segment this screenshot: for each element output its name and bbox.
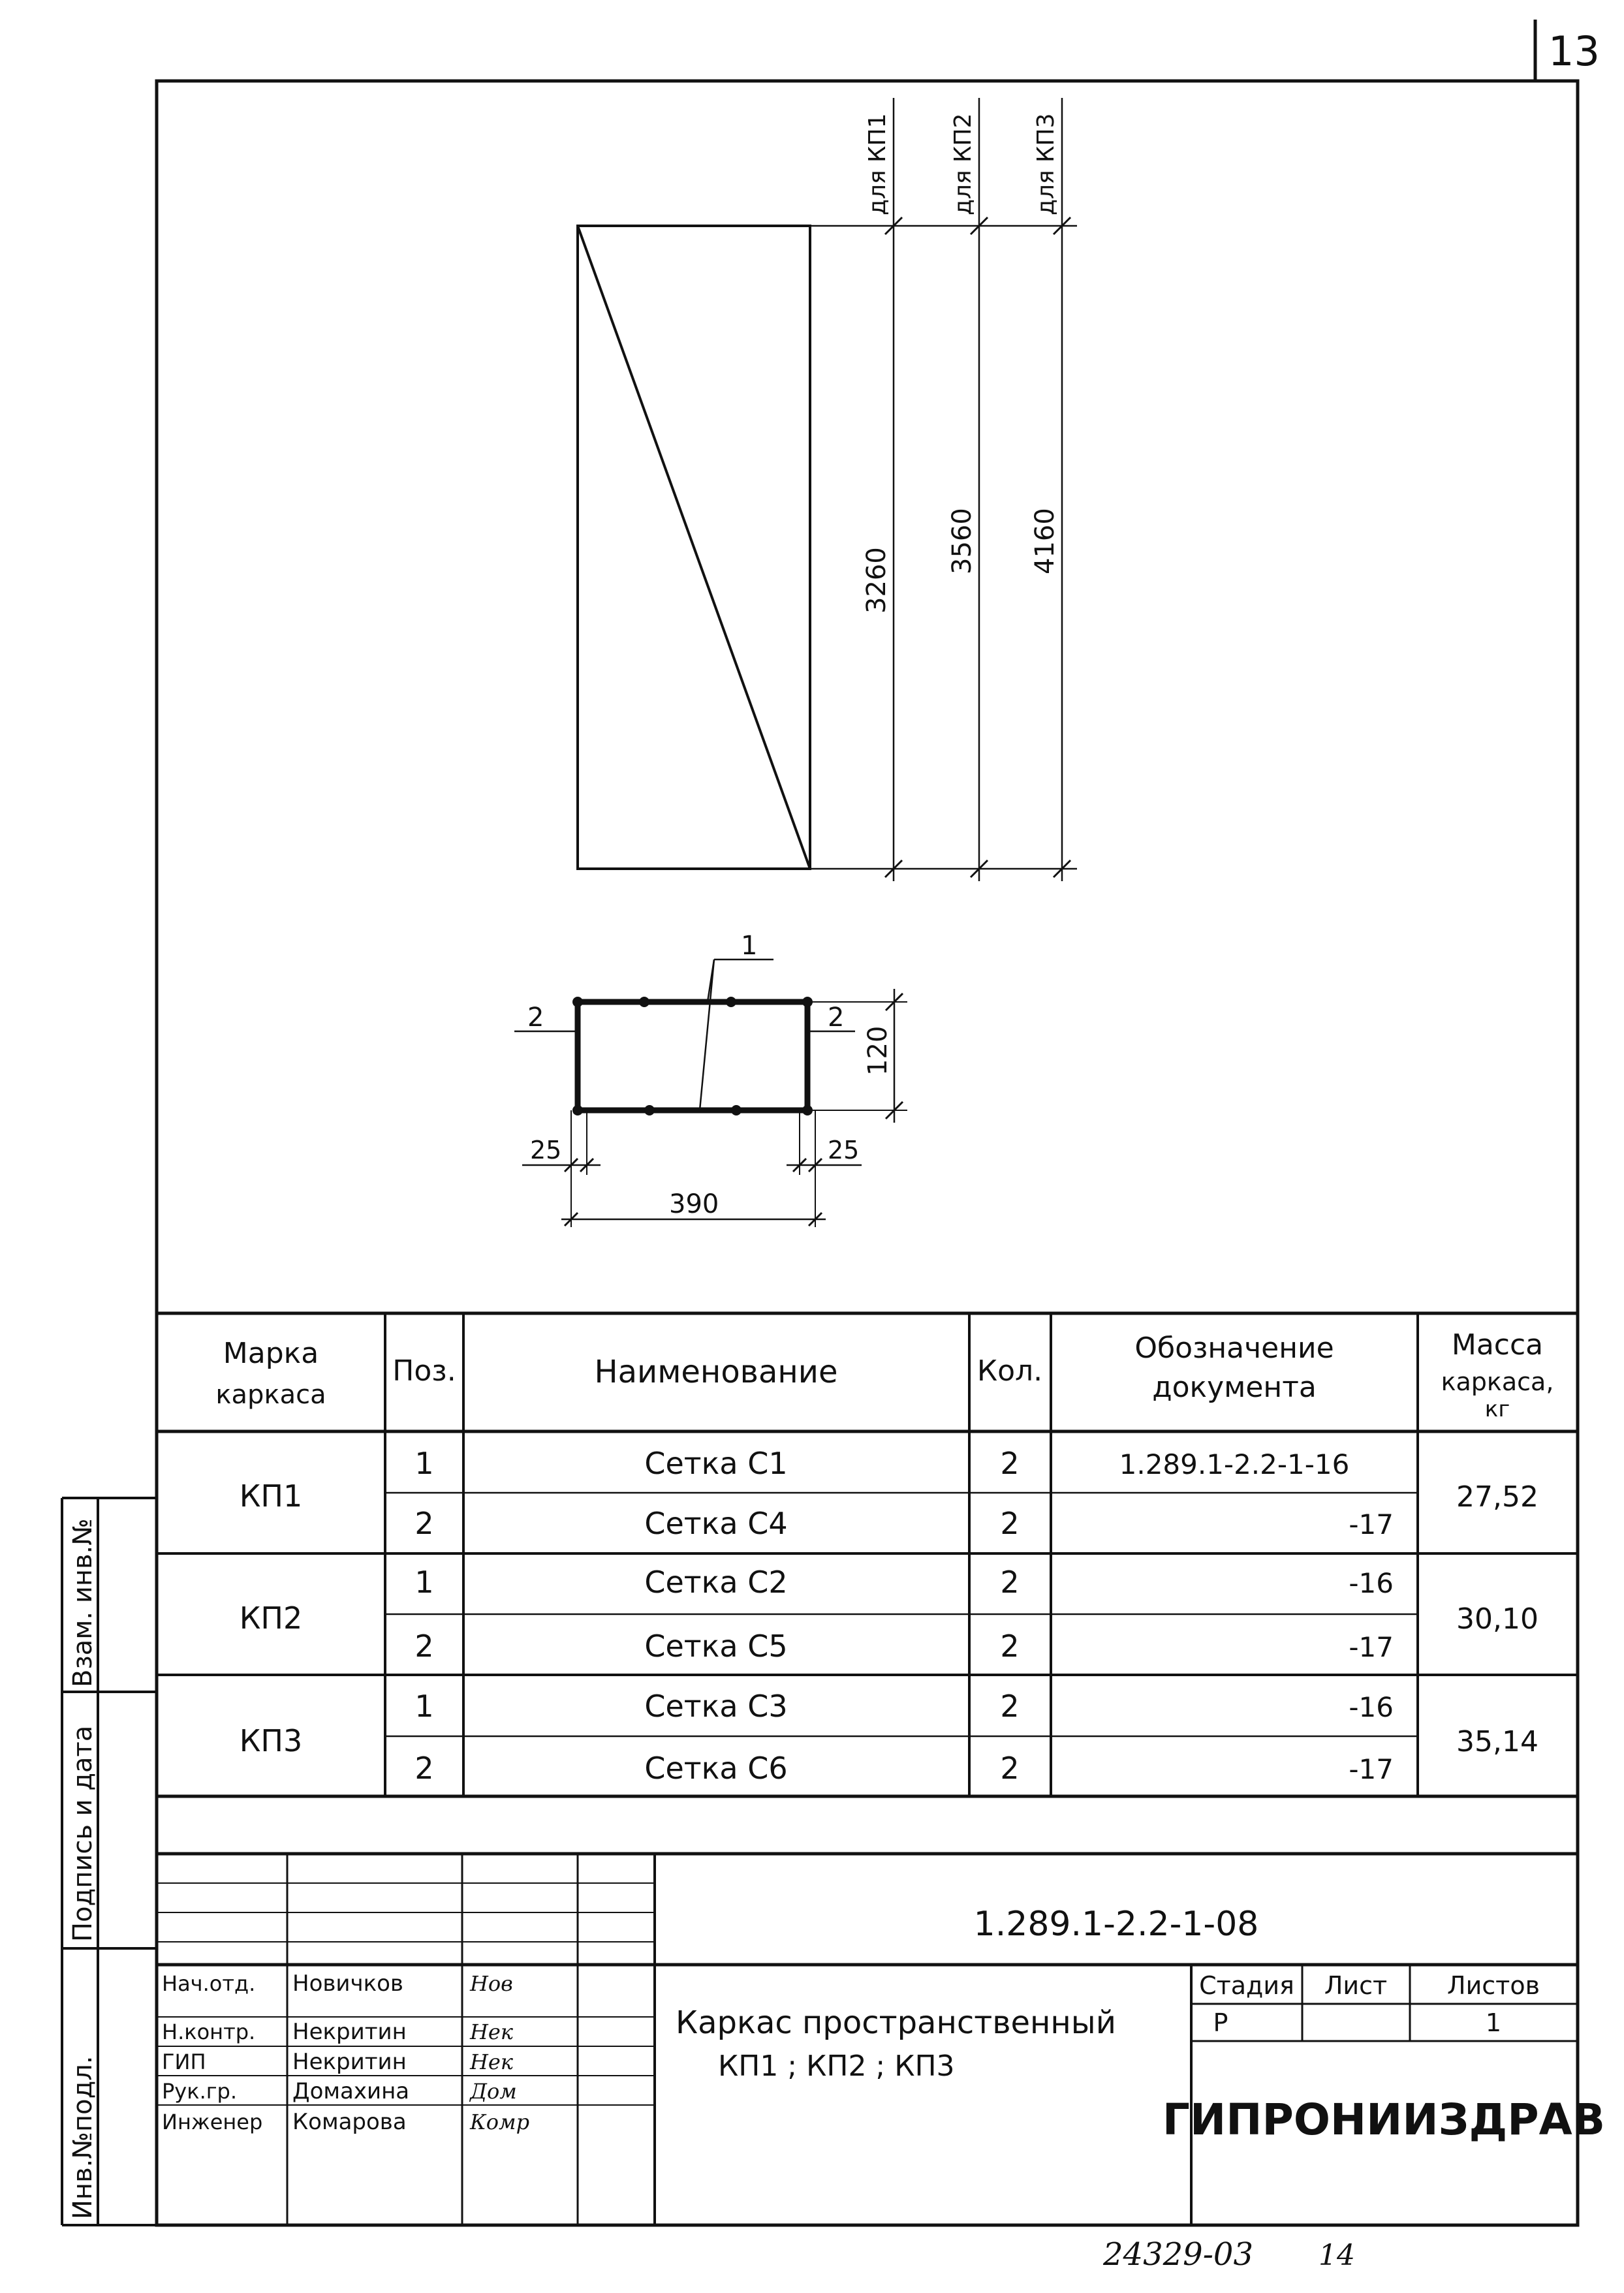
pos-cell: 2 [414,1629,434,1664]
header-pos: Поз. [392,1354,456,1388]
bar-node [726,997,736,1007]
cross-section-view [514,931,907,1227]
bar-node [644,1105,655,1115]
callout-side-left: 2 [527,1003,544,1033]
bar-node [731,1105,742,1115]
name-cell: Сетка С3 [644,1689,788,1724]
title-line-1: Каркас пространственный [676,2004,1116,2041]
title-block [157,1854,1605,2225]
dim-label-kp3: для КП3 [1033,113,1059,215]
doc-cell: 1.289.1-2.2-1-16 [1119,1448,1350,1480]
callout-side-right: 2 [828,1003,845,1033]
header-mass-line1: Масса [1451,1328,1544,1362]
staff-role: Рук.гр. [162,2079,238,2104]
staff-signature: Нек [470,2020,513,2044]
qty-cell: 2 [1000,1565,1020,1600]
dim-label-kp2: для КП2 [950,113,976,215]
dimension-kp2 [947,98,988,881]
header-mass-line2: каркаса, [1441,1367,1554,1396]
dim-value-kp2: 3560 [947,508,977,574]
sheets-label: Листов [1447,1971,1540,2000]
spec-table [157,1313,1578,1854]
staff-role: Инженер [162,2110,263,2134]
staff-role: Нач.отд. [162,1971,256,1996]
name-cell: Сетка С6 [644,1751,788,1786]
callout-bar-1: 1 [741,931,758,961]
sheet-label: Лист [1324,1971,1388,2000]
staff-name: Домахина [292,2078,410,2104]
staff-role: Н.контр. [162,2020,256,2044]
sheet-number: 13 [1548,27,1600,75]
document-code: 1.289.1-2.2-1-08 [973,1905,1259,1944]
staff-name: Комарова [292,2109,407,2135]
archive-number: 24329-03 [1103,2236,1253,2273]
doc-cell: -17 [1349,1631,1394,1663]
header-name: Наименование [594,1354,838,1390]
pos-cell: 1 [414,1689,434,1724]
name-cell: Сетка С4 [644,1506,788,1541]
dim-cover-right: 25 [828,1136,860,1164]
mass-cell: 27,52 [1456,1480,1538,1514]
header-doc-line1: Обозначение [1134,1332,1334,1365]
mass-cell: 35,14 [1456,1725,1538,1758]
archive-page: 14 [1319,2239,1355,2272]
side-stamp-field-2: Подпись и дата [68,1725,98,1942]
side-stamp [62,1498,157,2225]
pos-cell: 2 [414,1751,434,1786]
doc-cell: -16 [1349,1691,1394,1723]
mark-cell: КП3 [239,1723,303,1758]
dim-cover-left: 25 [530,1136,562,1164]
elevation-diagonal-bar [578,226,810,869]
dim-value-kp1: 3260 [862,547,892,614]
bar-node [572,1105,583,1115]
staff-signature: Нек [470,2050,513,2074]
section-outline [578,1002,807,1110]
mark-cell: КП2 [239,1600,303,1636]
doc-cell: -16 [1349,1567,1394,1599]
pos-cell: 1 [414,1446,434,1481]
header-mark-line1: Марка [223,1337,319,1370]
doc-cell: -17 [1349,1753,1394,1785]
staff-signature: Нов [470,1971,513,1996]
mass-cell: 30,10 [1456,1602,1538,1636]
header-mark-line2: каркаса [215,1380,326,1410]
dimension-kp1 [862,98,902,881]
qty-cell: 2 [1000,1689,1020,1724]
dim-value-kp3: 4160 [1030,508,1060,574]
staff-signature: Комр [470,2110,530,2134]
qty-cell: 2 [1000,1629,1020,1664]
name-cell: Сетка С2 [644,1565,788,1600]
elevation-view [578,98,1077,881]
side-stamp-field-3: Инв.№подл. [68,2055,98,2219]
name-cell: Сетка С5 [644,1629,788,1664]
side-stamp-field-1: Взам. инв.№ [68,1518,98,1687]
dim-section-height: 120 [863,1025,893,1076]
dim-label-kp1: для КП1 [864,113,891,215]
title-line-2: КП1 ; КП2 ; КП3 [718,2050,955,2083]
staff-name: Новичков [292,1971,403,1997]
stage-value: Р [1213,2008,1228,2037]
staff-role: ГИП [162,2050,206,2074]
dim-section-width: 390 [669,1189,719,1219]
mark-cell: КП1 [239,1478,303,1514]
qty-cell: 2 [1000,1751,1020,1786]
name-cell: Сетка С1 [644,1446,788,1481]
sheets-value: 1 [1485,2008,1502,2037]
qty-cell: 2 [1000,1446,1020,1481]
bar-node [639,997,649,1007]
header-mass-line3: кг [1484,1396,1510,1422]
bar-node [572,997,583,1007]
header-doc-line2: документа [1152,1371,1317,1404]
header-qty: Кол. [976,1354,1043,1388]
qty-cell: 2 [1000,1506,1020,1541]
staff-name: Некритин [292,2019,407,2045]
pos-cell: 1 [414,1565,434,1600]
stage-label: Стадия [1199,1971,1294,2000]
dimension-kp3 [1030,98,1070,881]
staff-signature: Дом [470,2079,517,2104]
doc-cell: -17 [1349,1508,1394,1540]
pos-cell: 2 [414,1506,434,1541]
staff-name: Некритин [292,2049,407,2075]
drawing-frame [157,81,1578,2225]
organization-name: ГИПРОНИИЗДРАВ [1162,2095,1606,2145]
